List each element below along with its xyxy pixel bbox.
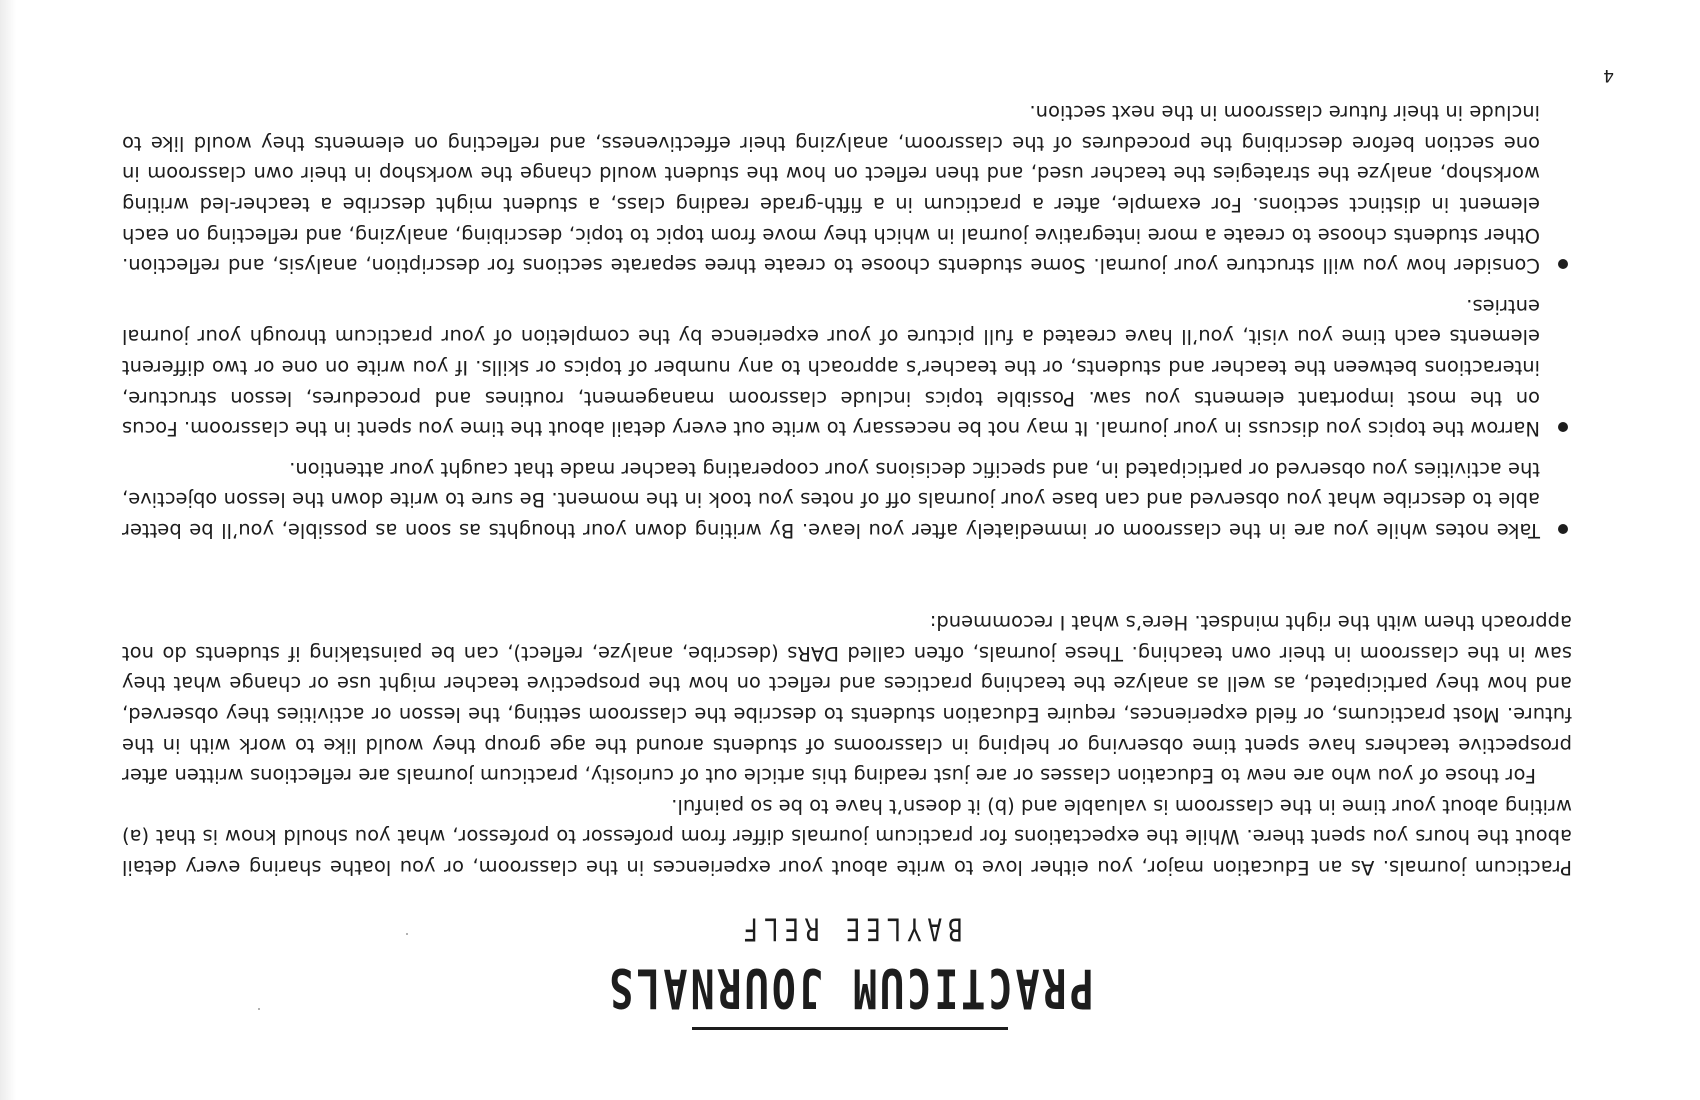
bullet-icon <box>1558 422 1568 432</box>
article-header <box>600 910 1100 1030</box>
scan-speck <box>258 1008 260 1010</box>
page-number: 4 <box>1603 65 1614 85</box>
scan-speck <box>406 933 408 935</box>
recommendation-list <box>122 87 1572 545</box>
title-rule <box>692 1027 1008 1030</box>
list-item <box>122 290 1572 443</box>
list-item-text: Narrow the topics you discuss in your journal. It may not be necessary to write out every detail about the time you spent in the classroom. Focus on the most important elements you saw. Possible topics include classroom management, routines and procedures, lesson structure, interactions between the teacher and students, or the teacher’s approach to any number of topics or skills. If you write on one or two different elements each time you visit, you’ll have created a full picture of your experience by the completion of your practicum through your journal entries. <box>122 294 1540 441</box>
scan-edge-shadow <box>0 0 16 1100</box>
paragraph-definition: For those of you who are new to Education classes or are just reading this article out of curiosity, practicum journals are reflections written after prospective teachers have spent time observing or helping in classrooms of students around the age group they would like to work with in the future. Most practicums, or field experiences, require Education students to describe the classroom setting, the lesson or activities they observed, and how they participated, as well as analyze the teaching practices and reflect on how the prospective teacher might use or change what they saw in the classroom in their own teaching. These journals, often called DARs (describe, analyze, reflect), can be painstaking if students do not approach them with the right mindset. Here’s what I recommend: <box>122 611 1572 788</box>
list-item-text: Take notes while you are in the classroom or immediately after you leave. By writing down your thoughts as soon as possible, you’ll be better able to describe what you observed and can base your journals off of notes you took in the moment. Be sure to write down the lesson objective, the activities you observed or participated in, and specific decisions your cooperating teacher made that caught your attention. <box>122 457 1540 542</box>
article-author: BAYLEE RELF <box>737 910 963 948</box>
list-item <box>122 97 1572 281</box>
bullet-icon <box>1558 524 1568 534</box>
article-title: PRACTICUM JOURNALS <box>606 955 1094 1019</box>
paragraph-intro: Practicum journals. As an Education major, you either love to write about your experiences in the classroom, or you loathe sharing every detail about the hours you spent there. While the expectations for practicum journals differ from professor to professor, what you should know is that (a) writing about your time in the classroom is valuable and (b) it doesn’t have to be so painful. <box>122 794 1572 879</box>
bullet-icon <box>1558 259 1568 269</box>
list-item-text: Consider how you will structure your journal. Some students choose to create three separate sections for description, analysis, and reflection. Other students choose to create a more integrative journal in which they move from topic to topic, describing, analyzing, and reflecting on each element in distinct sections. For example, after a practicum in a fifth-grade reading class, a student might describe a teacher-led writing workshop, analyze the strategies the teacher used, and then reflect on how the student would change the workshop in their own classroom in one section before describing the procedures of the classroom, analyzing their effectiveness, and reflecting on elements they would like to include in their future classroom in the next section. <box>122 101 1540 278</box>
list-item <box>122 453 1572 545</box>
article-body <box>122 607 1572 882</box>
